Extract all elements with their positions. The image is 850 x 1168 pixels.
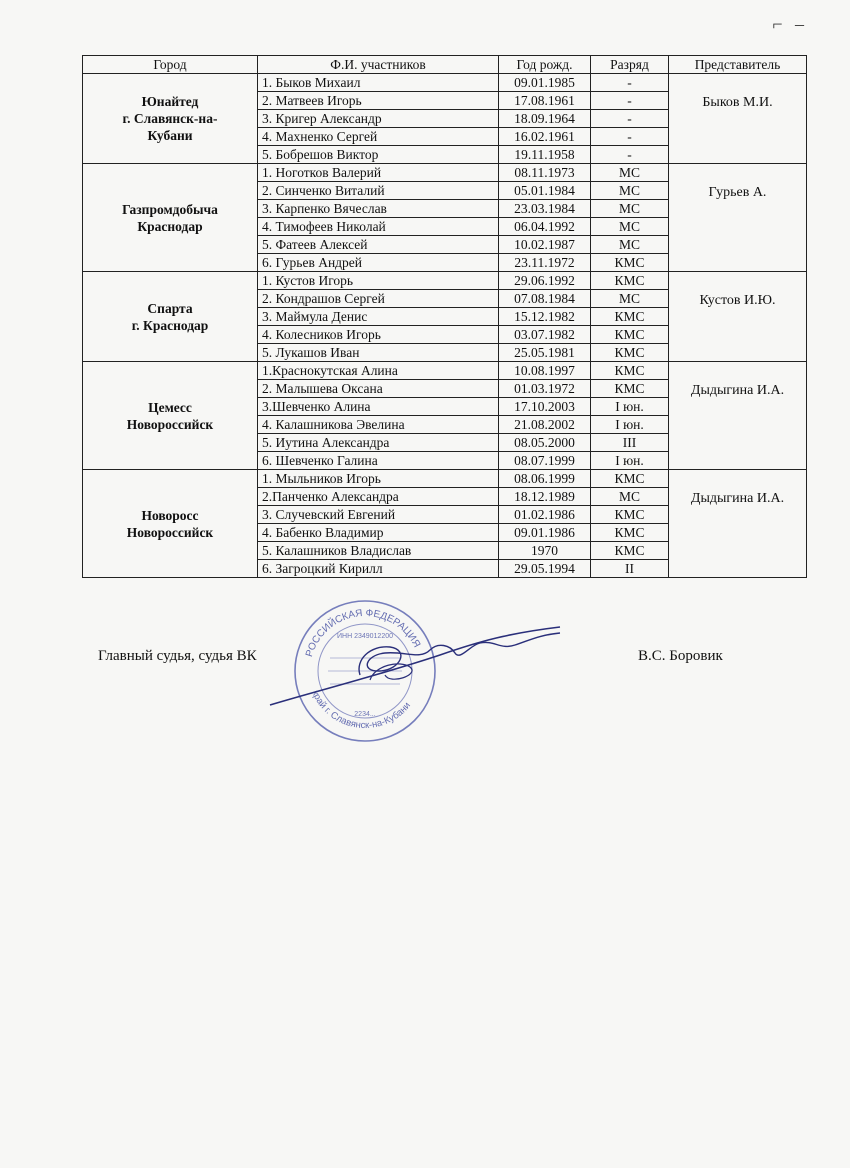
birth-date: 08.07.1999 xyxy=(499,452,591,470)
participant-name: 4. Махненко Сергей xyxy=(258,128,499,146)
participant-name: 4. Тимофеев Николай xyxy=(258,218,499,236)
club-name-line: Новороссийск xyxy=(126,524,214,540)
participant-name: 1. Мыльников Игорь xyxy=(258,470,499,488)
birth-date: 15.12.1982 xyxy=(499,308,591,326)
table-row xyxy=(83,362,807,380)
sport-rank: МС xyxy=(591,236,669,254)
participant-name: 4. Калашникова Эвелина xyxy=(258,416,499,434)
participant-name: 5. Лукашов Иван xyxy=(258,344,499,362)
club-cell xyxy=(83,164,258,272)
sport-rank: I юн. xyxy=(591,398,669,416)
sport-rank: КМС xyxy=(591,272,669,290)
representative-cell: Быков М.И. xyxy=(669,74,807,164)
birth-date: 06.04.1992 xyxy=(499,218,591,236)
sport-rank: - xyxy=(591,128,669,146)
sport-rank: КМС xyxy=(591,254,669,272)
birth-date: 18.09.1964 xyxy=(499,110,591,128)
sport-rank: МС xyxy=(591,182,669,200)
club-cell xyxy=(83,470,258,578)
club-name-line: г. Краснодар xyxy=(131,317,209,333)
sport-rank: КМС xyxy=(591,344,669,362)
stamp-top-text: РОССИЙСКАЯ ФЕДЕРАЦИЯ xyxy=(304,607,423,659)
header-rank: Разряд xyxy=(591,56,669,74)
sport-rank: II xyxy=(591,560,669,578)
participant-name: 2. Синченко Виталий xyxy=(258,182,499,200)
sport-rank: КМС xyxy=(591,308,669,326)
sport-rank: МС xyxy=(591,218,669,236)
participant-name: 3. Случевский Евгений xyxy=(258,506,499,524)
sport-rank: КМС xyxy=(591,380,669,398)
birth-date: 21.08.2002 xyxy=(499,416,591,434)
club-name-line: Кубани xyxy=(147,128,193,143)
sport-rank: КМС xyxy=(591,470,669,488)
sport-rank: КМС xyxy=(591,542,669,560)
participant-name: 4. Бабенко Владимир xyxy=(258,524,499,542)
representative-cell: Гурьев А. xyxy=(669,164,807,272)
sport-rank: МС xyxy=(591,200,669,218)
table-row xyxy=(83,272,807,290)
participant-name: 6. Загроцкий Кирилл xyxy=(258,560,499,578)
chief-judge-label: Главный судья, судья ВК xyxy=(98,648,257,664)
birth-date: 25.05.1981 xyxy=(499,344,591,362)
club-cell xyxy=(83,272,258,362)
sport-rank: I юн. xyxy=(591,416,669,434)
header-representative: Представитель xyxy=(669,56,807,74)
header-city: Город xyxy=(83,56,258,74)
participant-name: 4. Колесников Игорь xyxy=(258,326,499,344)
club-name-line: Спарта xyxy=(147,300,193,316)
club-name-line: г. Славянск-на- xyxy=(122,111,218,126)
representative-cell: Дыдыгина И.А. xyxy=(669,362,807,470)
sport-rank: КМС xyxy=(591,362,669,380)
table-row xyxy=(83,470,807,488)
stamp-ogrn-text: 2234... xyxy=(354,711,376,718)
birth-date: 09.01.1985 xyxy=(499,74,591,92)
birth-date: 09.01.1986 xyxy=(499,524,591,542)
birth-date: 16.02.1961 xyxy=(499,128,591,146)
stamp-bottom-text: край г. Славянск-на-Кубани xyxy=(309,688,413,732)
header-birth-year: Год рожд. xyxy=(499,56,591,74)
participant-name: 2. Малышева Оксана xyxy=(258,380,499,398)
table-header-row xyxy=(83,56,807,74)
birth-date: 08.06.1999 xyxy=(499,470,591,488)
participant-name: 3.Шевченко Алина xyxy=(258,398,499,416)
participant-name: 5. Иутина Александра xyxy=(258,434,499,452)
participant-name: 5. Бобрешов Виктор xyxy=(258,146,499,164)
representative-cell: Дыдыгина И.А. xyxy=(669,470,807,578)
sport-rank: I юн. xyxy=(591,452,669,470)
participant-name: 1. Быков Михаил xyxy=(258,74,499,92)
judge-signature xyxy=(260,605,590,715)
sport-rank: МС xyxy=(591,488,669,506)
participant-name: 6. Шевченко Галина xyxy=(258,452,499,470)
birth-date: 01.03.1972 xyxy=(499,380,591,398)
corner-mark: ⌐ – xyxy=(772,14,808,34)
club-name-line: Краснодар xyxy=(137,218,203,234)
birth-date: 29.05.1994 xyxy=(499,560,591,578)
sport-rank: КМС xyxy=(591,524,669,542)
birth-date: 1970 xyxy=(499,542,591,560)
birth-date: 17.08.1961 xyxy=(499,92,591,110)
header-participants: Ф.И. участников xyxy=(258,56,499,74)
birth-date: 07.08.1984 xyxy=(499,290,591,308)
participants-table xyxy=(82,55,807,578)
birth-date: 05.01.1984 xyxy=(499,182,591,200)
participant-name: 2. Кондрашов Сергей xyxy=(258,290,499,308)
participant-name: 2.Панченко Александра xyxy=(258,488,499,506)
participant-name: 3. Карпенко Вячеслав xyxy=(258,200,499,218)
sport-rank: - xyxy=(591,92,669,110)
table-body xyxy=(83,74,807,578)
club-name-line: Новороссийск xyxy=(126,416,214,432)
birth-date: 19.11.1958 xyxy=(499,146,591,164)
table-row xyxy=(83,164,807,182)
participant-name: 6. Гурьев Андрей xyxy=(258,254,499,272)
chief-judge-name: В.С. Боровик xyxy=(638,648,723,664)
birth-date: 10.08.1997 xyxy=(499,362,591,380)
participant-name: 2. Матвеев Игорь xyxy=(258,92,499,110)
participant-name: 3. Кригер Александр xyxy=(258,110,499,128)
sport-rank: - xyxy=(591,110,669,128)
participant-name: 1.Краснокутская Алина xyxy=(258,362,499,380)
sport-rank: МС xyxy=(591,290,669,308)
table-row xyxy=(83,74,807,92)
club-cell xyxy=(83,362,258,470)
club-name-line: Новоросс xyxy=(141,507,199,523)
birth-date: 29.06.1992 xyxy=(499,272,591,290)
sport-rank: КМС xyxy=(591,506,669,524)
sport-rank: КМС xyxy=(591,326,669,344)
sport-rank: III xyxy=(591,434,669,452)
club-name-line: Газпромдобыча xyxy=(122,201,218,217)
participant-name: 1. Кустов Игорь xyxy=(258,272,499,290)
birth-date: 23.03.1984 xyxy=(499,200,591,218)
participant-name: 5. Калашников Владислав xyxy=(258,542,499,560)
sport-rank: - xyxy=(591,74,669,92)
birth-date: 08.05.2000 xyxy=(499,434,591,452)
birth-date: 18.12.1989 xyxy=(499,488,591,506)
birth-date: 01.02.1986 xyxy=(499,506,591,524)
sport-rank: - xyxy=(591,146,669,164)
birth-date: 03.07.1982 xyxy=(499,326,591,344)
birth-date: 08.11.1973 xyxy=(499,164,591,182)
birth-date: 17.10.2003 xyxy=(499,398,591,416)
club-cell xyxy=(83,74,258,164)
club-name-line: Цемесс xyxy=(148,399,192,415)
participant-name: 5. Фатеев Алексей xyxy=(258,236,499,254)
birth-date: 23.11.1972 xyxy=(499,254,591,272)
stamp-inn-text: ИНН 2349012200 xyxy=(336,633,394,640)
sport-rank: МС xyxy=(591,164,669,182)
birth-date: 10.02.1987 xyxy=(499,236,591,254)
club-name-line: Юнайтед xyxy=(141,94,199,109)
representative-cell: Кустов И.Ю. xyxy=(669,272,807,362)
participant-name: 1. Ноготков Валерий xyxy=(258,164,499,182)
participant-name: 3. Маймула Денис xyxy=(258,308,499,326)
